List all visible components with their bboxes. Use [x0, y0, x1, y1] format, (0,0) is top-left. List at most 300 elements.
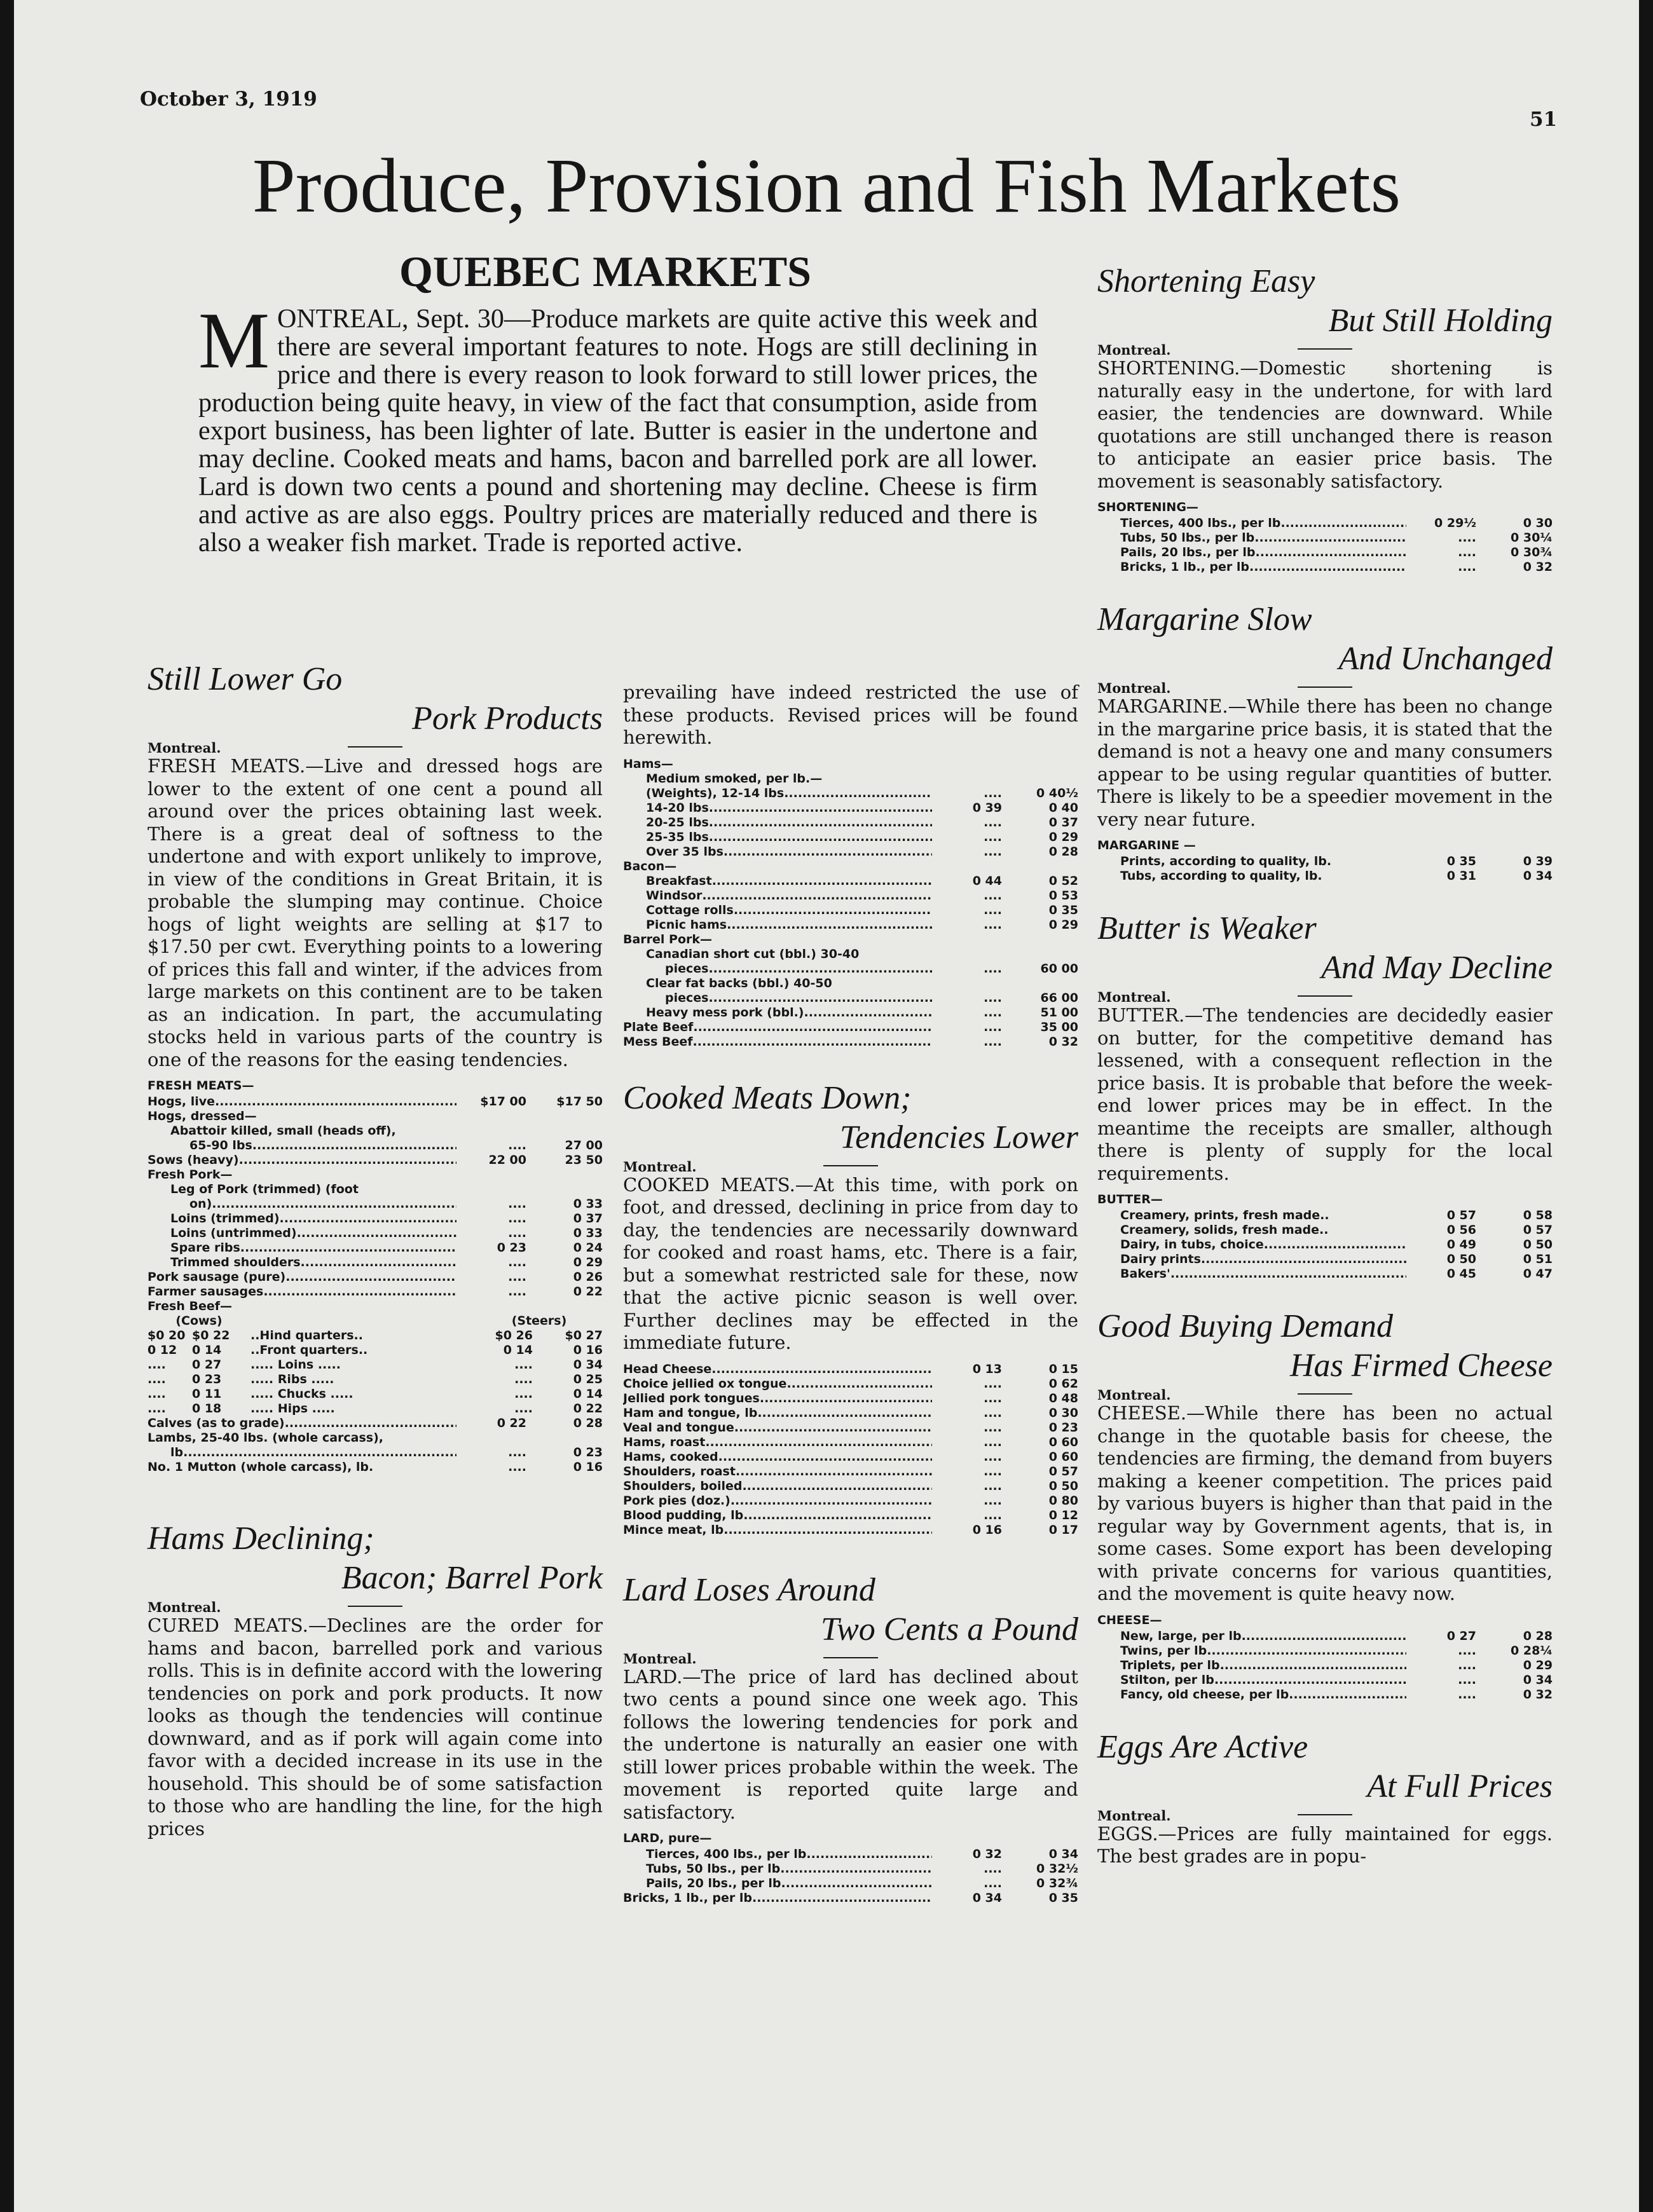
price-high: 0 32½	[1036, 1862, 1078, 1876]
price-high: 0 17	[1048, 1522, 1078, 1537]
table-row	[147, 1460, 603, 1475]
price-high: 0 30	[1523, 516, 1553, 530]
row-label: Hams—	[623, 756, 673, 771]
table-row	[147, 1299, 603, 1314]
table-row	[623, 1450, 1078, 1464]
hams-headline: Hams Declining; Bacon; Barrel Pork	[147, 1520, 603, 1596]
row-label: Tubs, 50 lbs., per lb. .....	[1097, 531, 1406, 545]
price-high: 0 80	[1048, 1493, 1078, 1508]
table-row	[147, 1095, 603, 1109]
price-high: 0 53	[1048, 888, 1078, 903]
price-low: 0 56	[1446, 1223, 1476, 1237]
price-low	[456, 1168, 526, 1182]
price-low: 0 39	[972, 800, 1002, 815]
price-high: 23 50	[565, 1153, 603, 1167]
row-label: Dairy prints .....	[1097, 1252, 1406, 1267]
cows-low: $0 20	[147, 1328, 186, 1342]
price-high	[1002, 932, 1078, 947]
cooked-dateline: Montreal.	[623, 1159, 1078, 1174]
price-low: 0 34	[972, 1891, 1002, 1905]
row-label: Plate Beef .....	[623, 1020, 932, 1035]
cheese-rows	[1097, 1629, 1553, 1702]
cheese-dateline: Montreal.	[1097, 1387, 1553, 1402]
hams-body: CURED MEATS.—Declines are the order for hams and bacon, barrelled pork and various rolls. This is in definite accord with the lowering tendencies on pork and pork products. It now looks as though the tendencies will continue downward, and as if pork will again come into favor with a decided increase in its use in the household. This should be of some satisfaction to those who are handling the line, for the high prices	[147, 1615, 603, 1840]
price-high: 0 30	[1048, 1405, 1078, 1420]
price-high: 0 32	[1523, 560, 1553, 574]
table-row	[623, 932, 1078, 947]
price-low: ....	[984, 888, 1002, 903]
lard-table	[623, 1831, 1078, 1906]
price-low: ....	[984, 917, 1002, 932]
row-label: Mince meat, lb. .....	[623, 1523, 932, 1538]
cured-meats-table	[623, 757, 1078, 1049]
cooked-meats-table	[623, 1362, 1078, 1538]
row-label: Breakfast .....	[623, 874, 932, 889]
price-high: 0 29	[1523, 1658, 1553, 1672]
price-low	[456, 1109, 526, 1124]
price-low: ....	[1458, 1658, 1476, 1672]
row-label: Creamery, prints, fresh made..	[1120, 1208, 1329, 1222]
price-low: 0 32	[972, 1847, 1002, 1861]
price-low: ....	[984, 1493, 1002, 1508]
table-row	[1097, 516, 1553, 531]
row-label: 25-35 lbs. .....	[623, 830, 932, 845]
price-low: 0 44	[972, 873, 1002, 888]
row-label: Choice jellied ox tongue .....	[623, 1377, 932, 1391]
row-label: Pails, 20 lbs., per lb. .....	[623, 1876, 932, 1891]
price-high: 0 26	[573, 1270, 603, 1284]
cows-high: 0 23	[192, 1372, 222, 1386]
table-row	[623, 1479, 1078, 1494]
table-row	[623, 1876, 1078, 1891]
price-high	[1002, 859, 1078, 874]
table-heading: MARGARINE —	[1097, 838, 1196, 852]
price-high: 0 28	[1048, 844, 1078, 859]
price-low: ....	[1458, 545, 1476, 559]
table-heading: SHORTENING—	[1097, 500, 1198, 514]
row-label: Spare ribs .....	[147, 1241, 456, 1255]
eggs-dateline: Montreal.	[1097, 1808, 1553, 1823]
row-label: (Weights), 12-14 lbs. .....	[623, 786, 932, 801]
table-row	[623, 757, 1078, 772]
price-low: 22 00	[488, 1153, 526, 1167]
beef-subheads: (Cows) (Steers)	[175, 1314, 567, 1328]
steers-high: 0 14	[573, 1387, 603, 1401]
price-high: 51 00	[1040, 1005, 1078, 1020]
price-high: 0 40	[1048, 800, 1078, 815]
price-high: 0 23	[1048, 1420, 1078, 1435]
table-row	[1097, 1238, 1553, 1252]
price-high: 0 32¾	[1036, 1876, 1078, 1890]
price-low	[932, 772, 1002, 786]
price-high	[526, 1168, 603, 1182]
fresh-meats-table	[147, 1079, 603, 1475]
intro-text: ONTREAL, Sept. 30—Produce markets are quite active this week and there are several important features to note. Hogs are still declining in price and there is every reason to look forward to still lower prices, the production being quite heavy, in view of the fact that consumption, aside from export business, has been lighter of late. Butter is easier in the undertone and may decline. Cooked meats and hams, bacon and barrelled pork are all lower. Lard is down two cents a pound and shortening may decline. Cheese is firm and active as are also eggs. Poultry prices are materially reduced and there is also a weaker fish market. Trade is reported active.	[198, 304, 1038, 557]
margarine-body: MARGARINE.—While there has been no change in the margarine price basis, it is stated that the demand is not a heavy one and many consumers appear to be using regular quantities of butter. There is likely to be a speedier movement in the very near future.	[1097, 695, 1553, 830]
table-heading: LARD, pure—	[623, 1831, 712, 1845]
price-high	[526, 1299, 603, 1314]
table-row	[147, 1212, 603, 1226]
row-label: Pork sausage (pure) .....	[147, 1270, 456, 1285]
row-label: Bacon—	[623, 859, 677, 873]
beef-row	[147, 1358, 603, 1372]
steers-high: $0 27	[565, 1328, 603, 1342]
price-low	[456, 1124, 526, 1138]
steers-low: ....	[514, 1372, 533, 1386]
cows-high: 0 11	[192, 1387, 222, 1401]
row-label: Calves (as to grade) .....	[147, 1416, 456, 1431]
row-label: Shoulders, boiled .....	[623, 1479, 932, 1494]
price-low: ....	[984, 1862, 1002, 1876]
price-high: 0 57	[1523, 1223, 1553, 1237]
table-row	[623, 947, 1078, 962]
beef-cut: ..... Hips .....	[250, 1402, 335, 1416]
table-row	[623, 1464, 1078, 1479]
table-row	[147, 1416, 603, 1431]
price-low: ....	[1458, 560, 1476, 574]
beef-rows	[147, 1328, 603, 1416]
table-row	[1097, 1208, 1553, 1223]
beef-cut: ..... Ribs .....	[250, 1372, 334, 1386]
table-row	[147, 1124, 603, 1138]
price-high: 0 28¼	[1511, 1643, 1553, 1658]
row-label: Tierces, 400 lbs., per lb. .....	[1097, 516, 1406, 531]
row-label: Jellied pork tongues .....	[623, 1391, 932, 1406]
table-row	[623, 1006, 1078, 1020]
column-1	[147, 660, 603, 1840]
price-low: ....	[984, 815, 1002, 830]
shortening-body: SHORTENING.—Domestic shortening is naturally easy in the undertone, for with lard easier, the tendencies are downward. While quotations are still unchanged there is reason to anticipate an easier price basis. The movement is seasonably satisfactory.	[1097, 357, 1553, 492]
steers-low: ....	[514, 1387, 533, 1401]
lard-rows	[623, 1847, 1078, 1906]
row-label: Tubs, according to quality, lb.	[1120, 869, 1322, 883]
price-high: 0 28	[1523, 1628, 1553, 1643]
price-high: 60 00	[1040, 961, 1078, 976]
price-high: 0 39	[1523, 854, 1553, 868]
price-high	[526, 1182, 603, 1197]
table-row	[1097, 854, 1553, 869]
table-row	[623, 1508, 1078, 1523]
table-row	[1097, 1644, 1553, 1658]
table-row	[623, 903, 1078, 918]
price-low: ....	[984, 1405, 1002, 1420]
steers-high: 0 25	[573, 1372, 603, 1386]
row-label: pieces .....	[623, 962, 932, 976]
table-row	[623, 1391, 1078, 1406]
row-label: lb. .....	[147, 1445, 456, 1460]
fresh-meats-rows	[147, 1095, 603, 1314]
hams-dateline: Montreal.	[147, 1599, 603, 1615]
steers-high: 0 34	[573, 1358, 603, 1372]
table-row	[623, 786, 1078, 801]
price-high: 0 57	[1048, 1464, 1078, 1478]
price-high: 0 62	[1048, 1376, 1078, 1391]
cooked-section	[623, 1079, 1078, 1538]
price-high	[1002, 757, 1078, 772]
price-high: 0 47	[1523, 1267, 1553, 1281]
column-2	[623, 681, 1078, 1906]
price-low	[932, 947, 1002, 962]
table-row	[623, 874, 1078, 889]
price-high	[526, 1109, 603, 1124]
price-high: 0 15	[1048, 1362, 1078, 1376]
price-high: 0 60	[1048, 1449, 1078, 1464]
price-high: 0 33	[573, 1197, 603, 1211]
price-high: 0 34	[1048, 1847, 1078, 1861]
price-high: 0 30¼	[1511, 531, 1553, 545]
price-low: 0 13	[972, 1362, 1002, 1376]
price-high: 27 00	[565, 1138, 603, 1152]
table-row	[623, 859, 1078, 874]
price-high: 0 29	[1048, 830, 1078, 844]
price-low: 0 45	[1446, 1267, 1476, 1281]
pork-body: FRESH MEATS.—Live and dressed hogs are lower to the extent of one cent a pound all around over the prices obtaining last week. There is a great deal of softness to the undertone and with export unlikely to improve, in view of the conditions in Great Britain, it is probable the slumping may continue. Choice hogs of light weights are selling at $17 to $17.50 per cwt. Everything points to a lowering of prices this fall and winter, if the advices from large markets on this continent are to be taken as an indication. In part, the accumulating stocks held in various parts of the country is one of the reasons for the easing tendencies.	[147, 755, 603, 1070]
butter-table	[1097, 1192, 1553, 1281]
row-label: Picnic hams .....	[623, 918, 932, 932]
row-label: Stilton, per lb. .....	[1097, 1673, 1406, 1688]
shortening-section	[1097, 262, 1553, 575]
price-low: ....	[508, 1445, 526, 1459]
table-row	[623, 845, 1078, 859]
beef-row	[147, 1328, 603, 1343]
table-row	[623, 1494, 1078, 1508]
price-low	[932, 757, 1002, 772]
row-label: Prints, according to quality, lb.	[1120, 854, 1332, 868]
steers-high: 0 22	[573, 1402, 603, 1416]
table-row	[147, 1270, 603, 1285]
steers-low: ....	[514, 1358, 533, 1372]
price-low: ....	[508, 1285, 526, 1299]
shortening-rows	[1097, 516, 1553, 575]
row-label: Tubs, 50 lbs., per lb. .....	[623, 1862, 932, 1876]
row-label: Leg of Pork (trimmed) (foot	[170, 1182, 359, 1196]
table-row	[623, 1421, 1078, 1435]
table-row	[147, 1226, 603, 1241]
price-high	[526, 1431, 603, 1445]
cows-high: 0 18	[192, 1402, 222, 1416]
table-row	[147, 1182, 603, 1197]
price-low: ....	[984, 1876, 1002, 1890]
row-label: Heavy mess pork (bbl.) .....	[623, 1006, 932, 1020]
row-label: Barrel Pork—	[623, 932, 713, 946]
steers-high: 0 16	[573, 1343, 603, 1357]
hams-body-continued: prevailing have indeed restricted the use of these products. Revised prices will be found herewith.	[623, 681, 1078, 748]
table-row	[1097, 531, 1553, 545]
table-row	[1097, 1629, 1553, 1644]
fresh-meats-rows-2	[147, 1416, 603, 1475]
row-label: 14-20 lbs. .....	[623, 801, 932, 816]
price-low: ....	[984, 1034, 1002, 1049]
row-label: Lambs, 25-40 lbs. (whole carcass),	[147, 1431, 383, 1445]
price-high: 0 58	[1523, 1208, 1553, 1222]
row-label: Hogs, dressed—	[147, 1109, 257, 1123]
row-label: Fancy, old cheese, per lb. .....	[1097, 1688, 1406, 1702]
price-low	[932, 932, 1002, 947]
price-high	[1002, 976, 1078, 991]
page-number: 51	[1530, 108, 1558, 131]
margarine-headline: Margarine Slow And Unchanged	[1097, 601, 1553, 677]
price-high	[1002, 947, 1078, 962]
row-label: on) .....	[147, 1197, 456, 1212]
price-high: 0 33	[573, 1226, 603, 1240]
column-3	[1097, 262, 1553, 1868]
table-row	[147, 1138, 603, 1153]
row-label: Trimmed shoulders .....	[147, 1255, 456, 1270]
table-row	[1097, 1223, 1553, 1238]
price-low: ....	[984, 990, 1002, 1005]
row-label: pieces .....	[623, 991, 932, 1006]
cooked-headline: Cooked Meats Down; Tendencies Lower	[623, 1079, 1078, 1156]
price-low: ....	[984, 786, 1002, 800]
price-low: ....	[984, 1005, 1002, 1020]
price-high: $17 50	[556, 1095, 603, 1109]
price-low: ....	[1458, 1672, 1476, 1687]
beef-row	[147, 1372, 603, 1387]
price-low: 0 49	[1446, 1238, 1476, 1252]
cooked-body: COOKED MEATS.—At this time, with pork on foot, and dressed, declining in price from day to day, the tendencies are necessarily downward for cooked and roast hams, etc. There is a fair, but a somewhat restricted sale for these, now that the active picnic season is well over. Further declines may be effected in the immediate future.	[623, 1173, 1078, 1353]
price-low: 0 22	[497, 1416, 526, 1430]
table-row	[623, 962, 1078, 976]
price-high: 0 34	[1523, 869, 1553, 883]
table-row	[1097, 1688, 1553, 1702]
table-row	[623, 1362, 1078, 1377]
row-label: Pails, 20 lbs., per lb. .....	[1097, 545, 1406, 560]
butter-rows	[1097, 1208, 1553, 1281]
row-label: Loins (trimmed) .....	[147, 1212, 456, 1226]
price-low: ....	[1458, 531, 1476, 545]
price-low: ....	[984, 1449, 1002, 1464]
row-label: Windsor .....	[623, 889, 932, 903]
price-high: 0 35	[1048, 1891, 1078, 1905]
price-low: ....	[984, 1464, 1002, 1478]
table-row	[1097, 1658, 1553, 1673]
shortening-headline: Shortening Easy But Still Holding	[1097, 263, 1553, 339]
price-low: ....	[508, 1212, 526, 1225]
price-low: 0 50	[1446, 1252, 1476, 1266]
price-low: 0 29½	[1434, 516, 1476, 530]
table-row	[623, 976, 1078, 991]
price-low: ....	[508, 1197, 526, 1211]
price-high: 0 32	[1523, 1687, 1553, 1702]
table-row	[623, 830, 1078, 845]
row-label: Tierces, 400 lbs., per lb. .....	[623, 1847, 932, 1862]
table-row	[1097, 869, 1553, 884]
price-high: 0 23	[573, 1445, 603, 1459]
price-low: 0 31	[1446, 869, 1476, 883]
table-row	[1097, 1267, 1553, 1281]
beef-cut: ..Hind quarters..	[250, 1328, 363, 1342]
price-low: ....	[984, 1391, 1002, 1405]
row-label: Pork pies (doz.) .....	[623, 1494, 932, 1508]
row-label: Fresh Pork—	[147, 1168, 233, 1182]
table-heading: FRESH MEATS—	[147, 1079, 254, 1093]
beef-cut: ..... Chucks .....	[250, 1387, 353, 1401]
lard-body: LARD.—The price of lard has declined about two cents a pound since one week ago. This follows the lowering tendencies for pork and the undertone is naturally an easier one with still lower prices probable within the week. The movement is reported quite large and satisfactory.	[623, 1665, 1078, 1823]
price-low	[456, 1431, 526, 1445]
cows-low: ....	[147, 1402, 166, 1416]
table-row	[623, 889, 1078, 903]
table-row	[1097, 545, 1553, 560]
price-high: 35 00	[1040, 1020, 1078, 1034]
cows-low: ....	[147, 1372, 166, 1386]
price-low: ....	[984, 830, 1002, 844]
price-low: 0 16	[972, 1522, 1002, 1537]
lard-section	[623, 1571, 1078, 1906]
row-label: Blood pudding, lb. .....	[623, 1508, 932, 1523]
beef-row	[147, 1343, 603, 1358]
beef-cut: ..... Loins .....	[250, 1358, 341, 1372]
intro-paragraph	[198, 297, 1038, 557]
table-row	[623, 816, 1078, 830]
price-high: 0 35	[1048, 903, 1078, 917]
price-low	[932, 976, 1002, 991]
cows-low: ....	[147, 1387, 166, 1401]
row-label: Head Cheese .....	[623, 1362, 932, 1377]
drop-cap: M	[198, 297, 270, 385]
price-low	[456, 1299, 526, 1314]
row-label: Abattoir killed, small (heads off),	[170, 1124, 396, 1138]
row-label: Dairy, in tubs, choice .....	[1097, 1238, 1406, 1252]
row-label: Bricks, 1 lb., per lb. .....	[1097, 560, 1406, 575]
table-row	[147, 1241, 603, 1255]
row-label: Mess Beef .....	[623, 1035, 932, 1049]
cows-high: 0 14	[192, 1343, 222, 1357]
price-high: 0 50	[1048, 1478, 1078, 1493]
price-low: ....	[984, 1435, 1002, 1449]
butter-section	[1097, 909, 1553, 1281]
page	[14, 0, 1639, 2212]
cheese-section	[1097, 1307, 1553, 1702]
row-label: New, large, per lb. .....	[1097, 1629, 1406, 1644]
cows-high: $0 22	[192, 1328, 230, 1342]
row-label: Bricks, 1 lb., per lb. .....	[623, 1891, 932, 1906]
hams-section	[147, 1519, 603, 1840]
table-row	[1097, 1252, 1553, 1267]
table-row	[623, 1406, 1078, 1421]
row-label: Creamery, solids, fresh made..	[1120, 1223, 1329, 1237]
price-high: 0 40½	[1036, 786, 1078, 800]
table-heading: BUTTER—	[1097, 1192, 1163, 1206]
lard-headline: Lard Loses Around Two Cents a Pound	[623, 1571, 1078, 1648]
price-high: 0 34	[1523, 1672, 1553, 1687]
price-low: ....	[984, 1020, 1002, 1034]
price-low	[932, 859, 1002, 874]
price-high: 0 16	[573, 1460, 603, 1474]
butter-body: BUTTER.—The tendencies are decidedly easier on butter, for the competitive demand has lessened, with a consequent reflection in the price basis. It is probable that before the week-end lower prices may be in effect. In the meantime the receipts are smaller, although there is plenty of supply for the local requirements.	[1097, 1004, 1553, 1184]
shortening-dateline: Montreal.	[1097, 342, 1553, 357]
beef-cut: ..Front quarters..	[250, 1343, 368, 1357]
price-high: 0 48	[1048, 1391, 1078, 1405]
page-title: Produce, Provision and Fish Markets	[252, 143, 1401, 229]
butter-headline: Butter is Weaker And May Decline	[1097, 910, 1553, 986]
beef-row	[147, 1402, 603, 1416]
table-row	[147, 1109, 603, 1124]
price-low: 0 27	[1446, 1628, 1476, 1643]
row-label: Hams, cooked .....	[623, 1450, 932, 1464]
price-low: ....	[508, 1460, 526, 1474]
row-label: Farmer sausages .....	[147, 1285, 456, 1299]
price-high: 0 51	[1523, 1252, 1553, 1266]
price-low	[456, 1182, 526, 1197]
table-row	[147, 1168, 603, 1182]
beef-row	[147, 1387, 603, 1402]
price-high: 0 52	[1048, 873, 1078, 888]
steers-low: ....	[514, 1402, 533, 1416]
table-row	[623, 1523, 1078, 1538]
row-label: Bakers' .....	[1097, 1267, 1406, 1281]
row-label: Sows (heavy) .....	[147, 1153, 456, 1168]
section-title: QUEBEC MARKETS	[399, 247, 811, 296]
